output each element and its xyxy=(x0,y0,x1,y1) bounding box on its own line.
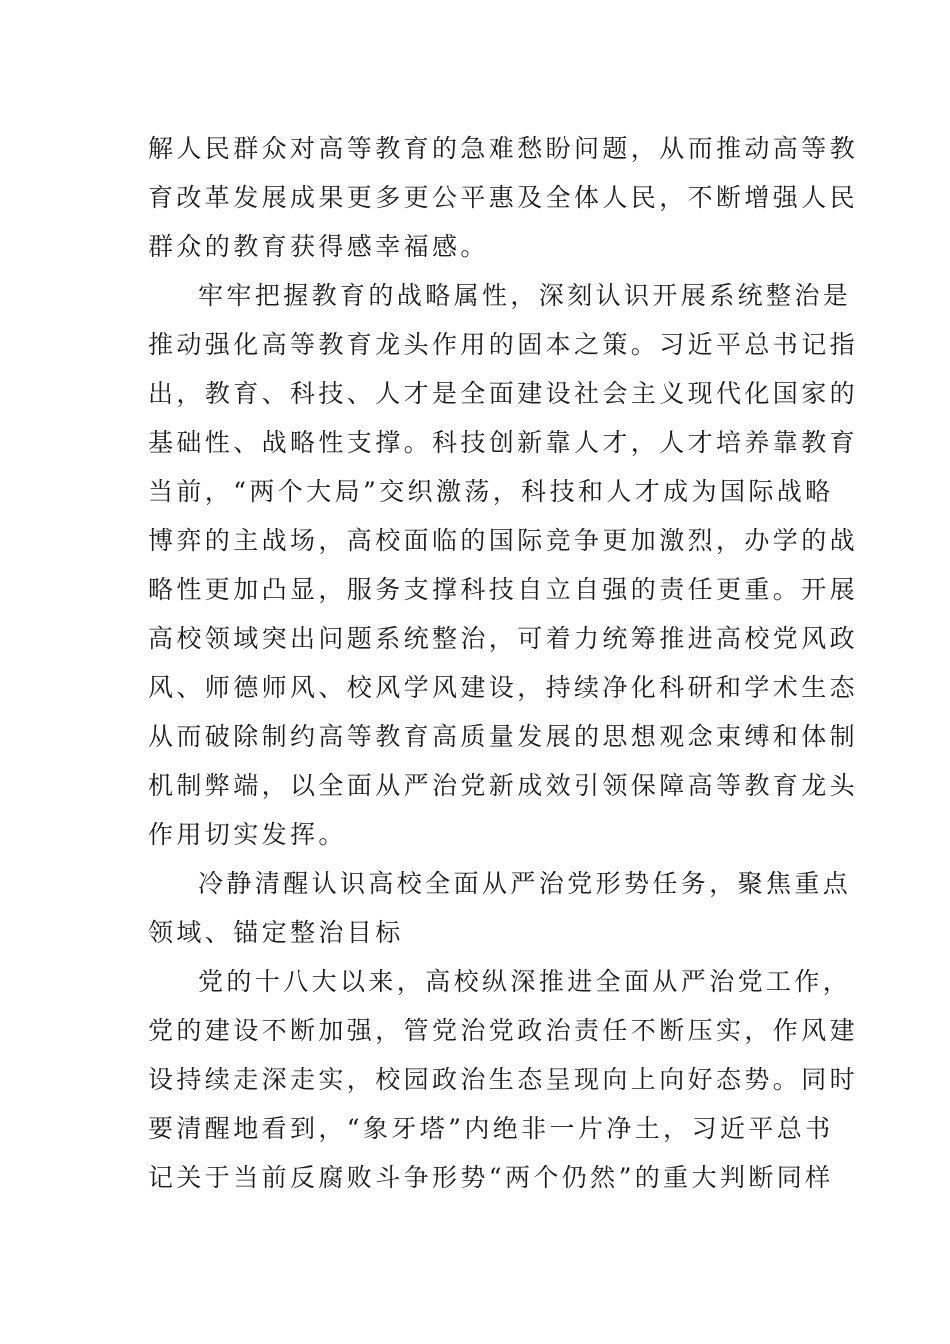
body-text xyxy=(148,124,859,1202)
text-line: 出，教育、科技、人才是全面建设社会主义现代化国家的 xyxy=(148,379,859,408)
text-line: 基础性、战略性支撑。科技创新靠人才，人才培养靠教育 xyxy=(148,428,859,457)
text-line: 风、师德师风、校风学风建设，持续净化科研和学术生态 xyxy=(148,673,859,702)
text-line: 解人民群众对高等教育的急难愁盼问题，从而推动高等教 xyxy=(148,134,859,163)
text-line: 作用切实发挥。 xyxy=(148,820,347,849)
paragraph-first-line: 党的十八大以来，高校纵深推进全面从严治党工作， xyxy=(198,967,852,996)
section-heading-line: 冷静清醒认识高校全面从严治党形势任务，聚焦重点 xyxy=(198,869,852,898)
text-line: 高校领域突出问题系统整治，可着力统筹推进高校党风政 xyxy=(148,624,859,653)
text-line: 要清醒地看到，“象牙塔”内绝非一片净土，习近平总书 xyxy=(148,1114,834,1143)
text-line: 党的建设不断加强，管党治党政治责任不断压实，作风建 xyxy=(148,1016,859,1045)
text-line: 当前，“两个大局”交织激荡，科技和人才成为国际战略 xyxy=(148,477,834,506)
text-line: 育改革发展成果更多更公平惠及全体人民，不断增强人民 xyxy=(148,183,859,212)
paragraph-first-line: 牢牢把握教育的战略属性，深刻认识开展系统整治是 xyxy=(198,281,852,310)
text-line: 记关于当前反腐败斗争形势“两个仍然”的重大判断同样 xyxy=(148,1163,834,1192)
text-line: 机制弊端，以全面从严治党新成效引领保障高等教育龙头 xyxy=(148,771,859,800)
text-line: 博弈的主战场，高校面临的国际竞争更加激烈，办学的战 xyxy=(148,526,859,555)
text-line: 推动强化高等教育龙头作用的固本之策。习近平总书记指 xyxy=(148,330,859,359)
section-heading-line: 领域、锚定整治目标 xyxy=(148,918,404,947)
text-line: 设持续走深走实，校园政治生态呈现向上向好态势。同时 xyxy=(148,1065,859,1094)
text-line: 略性更加凸显，服务支撑科技自立自强的责任更重。开展 xyxy=(148,575,859,604)
text-line: 群众的教育获得感幸福感。 xyxy=(148,232,489,261)
text-line: 从而破除制约高等教育高质量发展的思想观念束缚和体制 xyxy=(148,722,859,751)
